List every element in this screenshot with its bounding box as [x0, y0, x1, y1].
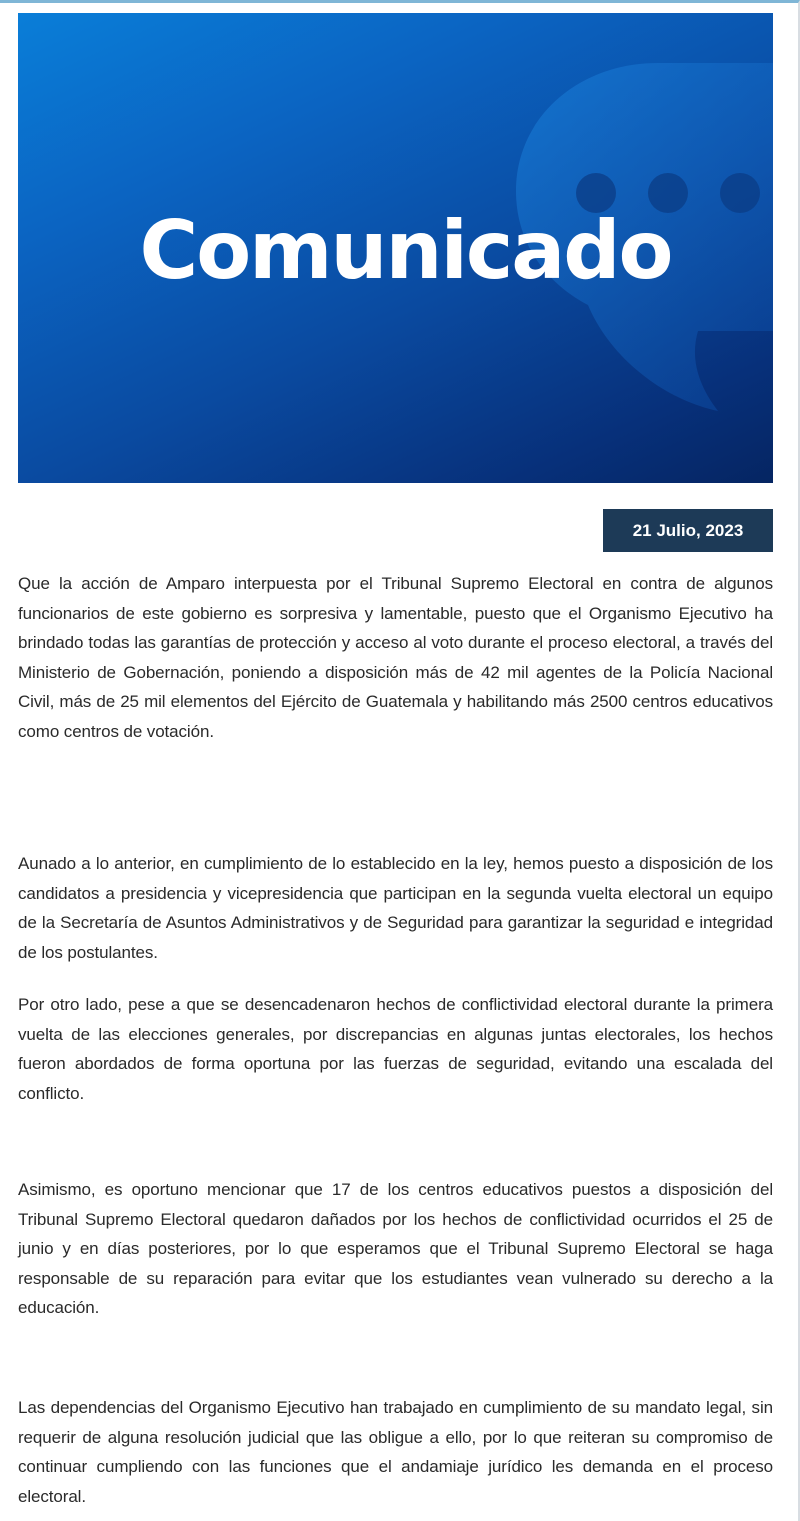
paragraph-5: Las dependencias del Organismo Ejecutivo han trabajado en cumplimiento de su mandato legal, sin requerir de alguna resolución judicial que las obligue a ello, por lo que reiteran su compromiso de continuar cumpliendo con las funciones que el andamiaje jurídico les demanda en el proceso electoral.: [18, 1398, 773, 1506]
paragraph-1: Que la acción de Amparo interpuesta por el Tribunal Supremo Electoral en contra de algunos funcionarios de este gobierno es sorpresiva y lamentable, puesto que el Organismo Ejecutivo ha brindado todas las garantías de protección y acceso al voto durante el proceso electoral, a través del Ministerio de Gobernación, poniendo a disposición más de 42 mil agentes de la Policía Nacional Civil, más de 25 mil elementos del Ejército de Guatemala y habilitando más 2500 centros educativos como centros de votación.: [18, 574, 773, 741]
paragraph-2: Aunado a lo anterior, en cumplimiento de lo establecido en la ley, hemos puesto a disposición de los candidatos a presidencia y vicepresidencia que participan en la segunda vuelta electoral un equipo de la Secretaría de Asuntos Administrativos y de Seguridad para garantizar la seguridad e integridad de los postulantes.: [18, 854, 773, 962]
date-badge: 21 Julio, 2023: [603, 509, 773, 552]
paragraph-3: Por otro lado, pese a que se desencadenaron hechos de conflictividad electoral durante la primera vuelta de las elecciones generales, por discrepancias en algunas juntas electorales, los hechos fueron abordados de forma oportuna por las fuerzas de seguridad, evitando una escalada del conflicto.: [18, 995, 773, 1103]
banner-title: Comunicado: [139, 204, 672, 297]
header-banner: [18, 13, 773, 483]
paragraph-4: Asimismo, es oportuno mencionar que 17 de los centros educativos puestos a disposición del Tribunal Supremo Electoral quedaron dañados por los hechos de conflictividad ocurridos el 25 de junio y en días posteriores, por lo que esperamos que el Tribunal Supremo Electoral se haga responsable de su reparación para evitar que los estudiantes vean vulnerado su derecho a la educación.: [18, 1180, 773, 1317]
